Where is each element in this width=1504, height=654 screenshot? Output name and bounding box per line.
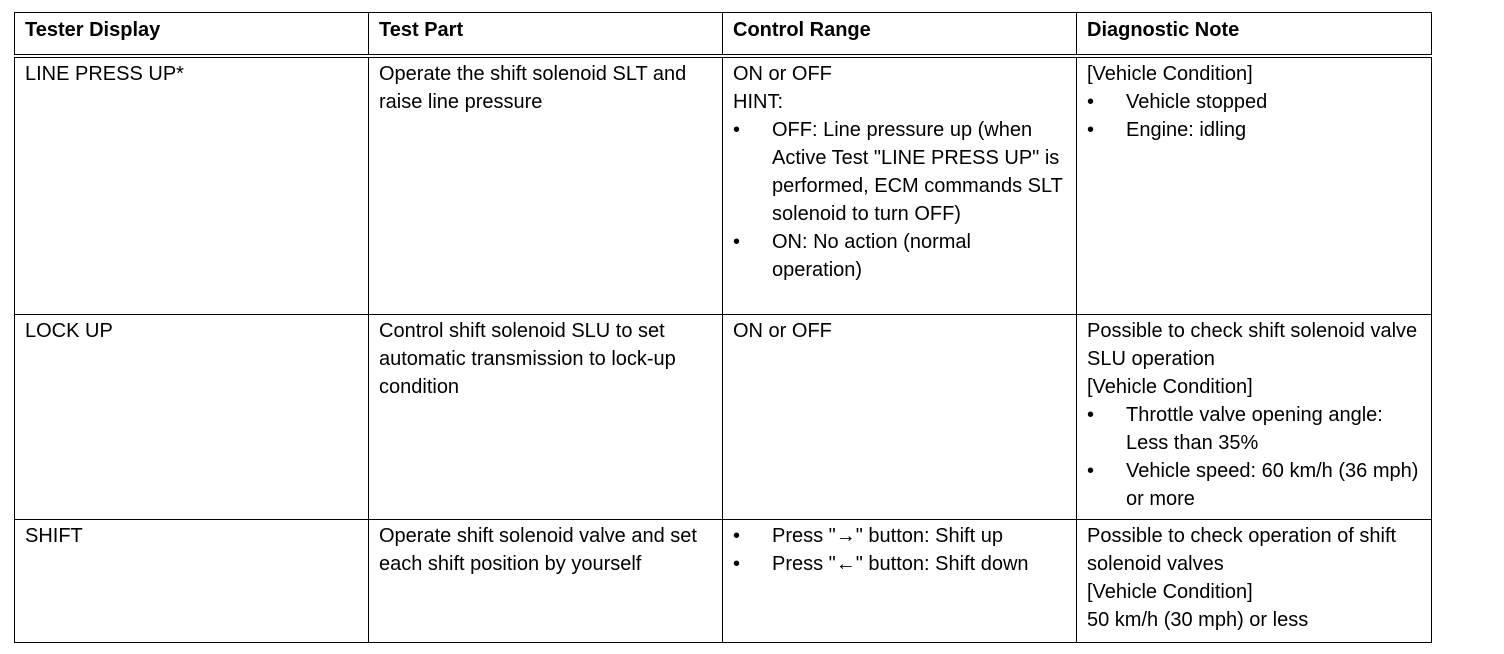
header-diagnostic-note: Diagnostic Note [1077, 13, 1432, 57]
bullet-item: • ON: No action (normal operation) [733, 228, 1066, 284]
test-part-cell: Operate the shift solenoid SLT and raise line pressure [369, 56, 723, 315]
diagnostic-note-line: Possible to check operation of shift solenoid valves [1087, 525, 1397, 575]
diagnostic-note-cell [1077, 520, 1432, 643]
tester-display-cell: LINE PRESS UP* [15, 56, 369, 315]
bullet-item: • Vehicle speed: 60 km/h (36 mph) or more [1087, 457, 1421, 513]
diagnostic-note-cell [1077, 56, 1432, 315]
vehicle-condition-label: [Vehicle Condition] [1087, 581, 1253, 603]
control-range-line: ON or OFF [733, 320, 832, 342]
vehicle-condition-label: [Vehicle Condition] [1087, 63, 1253, 85]
test-part-cell: Operate shift solenoid valve and set each shift position by yourself [369, 520, 723, 643]
tester-display-cell: SHIFT [15, 520, 369, 643]
header-tester-display: Tester Display [15, 13, 369, 57]
bullet-item: • Press "←" button: Shift down [733, 550, 1066, 578]
diagnostic-note-cell [1077, 315, 1432, 520]
control-range-cell [723, 56, 1077, 315]
tester-display-cell: LOCK UP [15, 315, 369, 520]
header-control-range: Control Range [723, 13, 1077, 57]
bullet-item: • Throttle valve opening angle: Less than 35% [1087, 401, 1421, 457]
bullet-item: • Vehicle stopped [1087, 88, 1421, 116]
bullet-item: • Press "→" button: Shift up [733, 522, 1066, 550]
vehicle-condition-label: [Vehicle Condition] [1087, 376, 1253, 398]
header-row [15, 13, 1432, 57]
table-row [15, 315, 1432, 520]
control-range-cell [723, 315, 1077, 520]
bullet-item: • OFF: Line pressure up (when Active Test "LINE PRESS UP" is performed, ECM commands SLT solenoid to turn OFF) [733, 116, 1066, 228]
table-row [15, 56, 1432, 315]
header-test-part: Test Part [369, 13, 723, 57]
bullet-item: • Engine: idling [1087, 116, 1421, 144]
active-test-table [14, 12, 1432, 643]
table-row [15, 520, 1432, 643]
diagnostic-note-line: 50 km/h (30 mph) or less [1087, 609, 1309, 631]
control-range-cell [723, 520, 1077, 643]
hint-label: HINT: [733, 91, 783, 113]
test-part-cell: Control shift solenoid SLU to set automatic transmission to lock-up condition [369, 315, 723, 520]
control-range-line: ON or OFF [733, 63, 832, 85]
diagnostic-note-line: Possible to check shift solenoid valve SLU operation [1087, 320, 1418, 370]
